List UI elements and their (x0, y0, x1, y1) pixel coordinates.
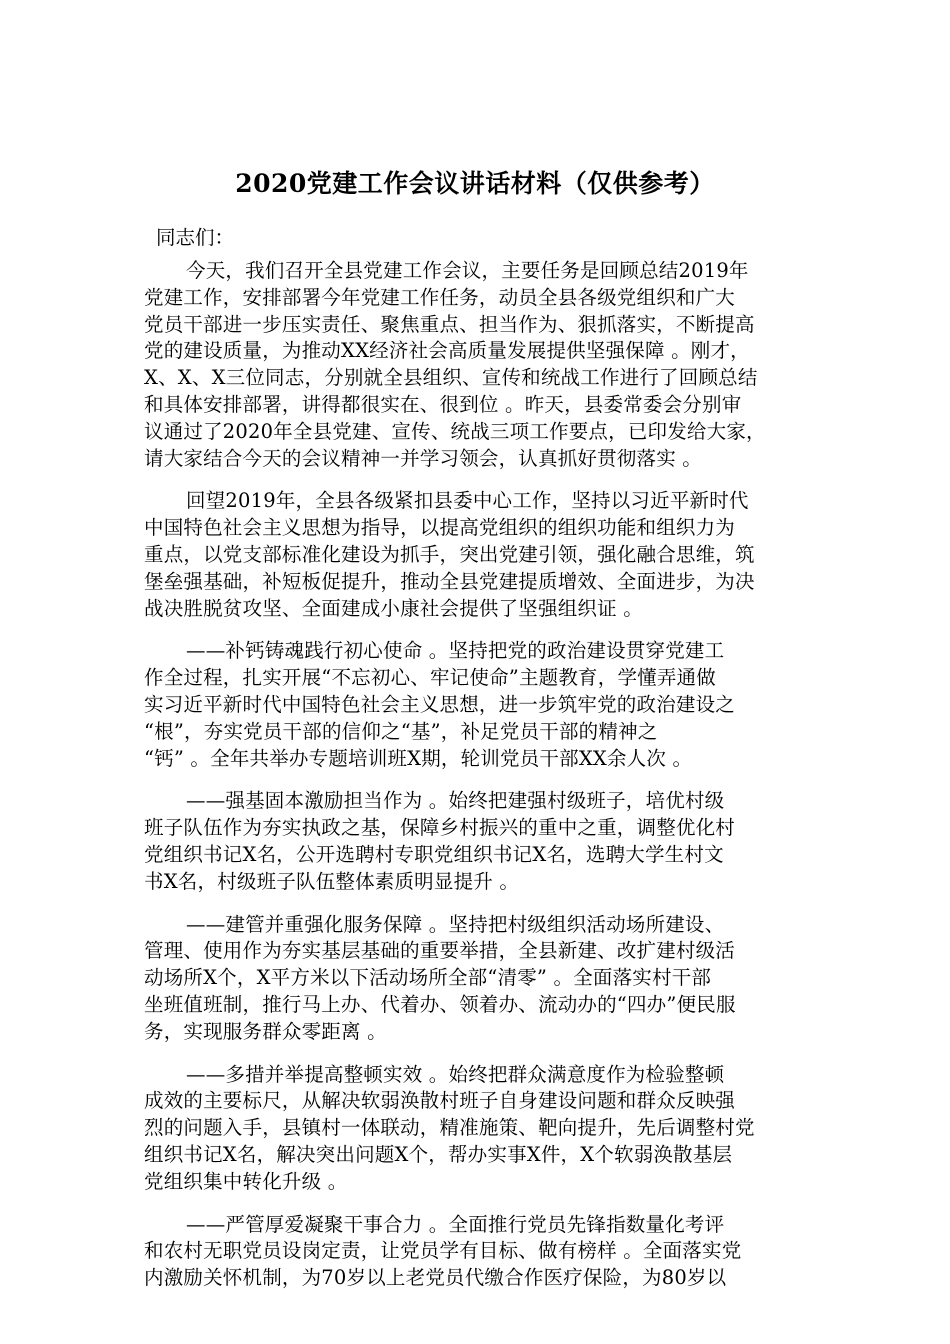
paragraph-line: ——补钙铸魂践行初心使命 。坚持把党的政治建设贯穿党建工 (186, 639, 725, 663)
paragraph (144, 1212, 824, 1292)
paragraph-line: 组织书记X名，解决突出问题X个，帮办实事X件，X个软弱涣散基层 (144, 1142, 733, 1166)
paragraph (144, 258, 824, 472)
paragraph-line: 和农村无职党员设岗定责，让党员学有目标、做有榜样 。全面落实党 (144, 1239, 742, 1263)
paragraph-line: 党组织书记X名，公开选聘村专职党组织书记X名，选聘大学生村文 (144, 842, 724, 866)
paragraph-line: ——强基固本激励担当作为 。始终把建强村级班子，培优村级 (186, 789, 725, 813)
paragraph-line: X、X、X三位同志，分别就全县组织、宣传和统战工作进行了回顾总结 (144, 366, 758, 390)
paragraph (144, 638, 824, 772)
paragraph-line: 和具体安排部署，讲得都很实在、很到位 。昨天，县委常委会分别审 (144, 392, 742, 416)
paragraph-line: 重点，以党支部标准化建设为抓手，突出党建引领，强化融合思维，筑 (144, 542, 755, 566)
paragraph (144, 912, 824, 1046)
paragraph-line: 党建工作，安排部署今年党建工作任务，动员全县各级党组织和广大 (144, 285, 736, 309)
paragraph-line: ——严管厚爱凝聚干事合力 。全面推行党员先锋指数量化考评 (186, 1212, 725, 1236)
paragraph-line: 内激励关怀机制，为70岁以上老党员代缴合作医疗保险，为80岁以 (144, 1266, 727, 1290)
paragraph-line: 请大家结合今天的会议精神一并学习领会，认真抓好贯彻落实 。 (144, 446, 702, 470)
paragraph-line: 实习近平新时代中国特色社会主义思想，进一步筑牢党的政治建设之 (144, 692, 736, 716)
paragraph-line: 党员干部进一步压实责任、聚焦重点、担当作为、狠抓落实，不断提高 (144, 312, 755, 336)
paragraph (144, 788, 824, 895)
document-title: 2020党建工作会议讲话材料（仅供参考） (235, 169, 715, 198)
paragraph (144, 488, 824, 622)
document-body (144, 258, 824, 1308)
paragraph-line: 回望2019年，全县各级紧扣县委中心工作，坚持以习近平新时代 (186, 489, 749, 513)
paragraph-line: 烈的问题入手，县镇村一体联动，精准施策、靶向提升，先后调整村党 (144, 1116, 755, 1140)
paragraph-line: “根”，夯实党员干部的信仰之“基”，补足党员干部的精神之 (144, 719, 658, 743)
paragraph-line: 务，实现服务群众零距离 。 (144, 1019, 387, 1043)
paragraph (144, 1062, 824, 1196)
paragraph-line: “钙” 。全年共举办专题培训班X期，轮训党员干部XX余人次 。 (144, 746, 693, 770)
paragraph-line: ——多措并举提高整顿实效 。始终把群众满意度作为检验整顿 (186, 1062, 725, 1086)
paragraph-line: 书X名，村级班子队伍整体素质明显提升 。 (144, 869, 520, 893)
greeting: 同志们： (156, 226, 235, 249)
paragraph-line: 堡垒强基础，补短板促提升，推动全县党建提质增效、全面进步，为决 (144, 569, 755, 593)
paragraph-line: 管理、使用作为夯实基层基础的重要举措，全县新建、改扩建村级活 (144, 939, 736, 963)
paragraph-line: 战决胜脱贫攻坚、全面建成小康社会提供了坚强组织证 。 (144, 596, 643, 620)
paragraph-line: 党的建设质量，为推动XX经济社会高质量发展提供坚强保障 。刚才， (144, 339, 750, 363)
paragraph-line: 议通过了2020年全县党建、宣传、统战三项工作要点，已印发给大家， (144, 419, 766, 443)
paragraph-line: 作全过程，扎实开展“不忘初心、牢记使命”主题教育，学懂弄通做 (144, 666, 716, 690)
paragraph-line: 坐班值班制，推行马上办、代着办、领着办、流动办的“四办”便民服 (144, 992, 736, 1016)
paragraph-line: 中国特色社会主义思想为指导，以提高党组织的组织功能和组织力为 (144, 516, 736, 540)
paragraph-line: 成效的主要标尺，从解决软弱涣散村班子自身建设问题和群众反映强 (144, 1089, 736, 1113)
paragraph-line: 今天，我们召开全县党建工作会议，主要任务是回顾总结2019年 (186, 259, 749, 282)
paragraph-line: 班子队伍作为夯实执政之基，保障乡村振兴的重中之重，调整优化村 (144, 816, 736, 840)
paragraph-line: 动场所X个，X平方米以下活动场所全部“清零” 。全面落实村干部 (144, 966, 712, 990)
paragraph-line: 党组织集中转化升级 。 (144, 1169, 348, 1193)
paragraph-line: ——建管并重强化服务保障 。坚持把村级组织活动场所建设、 (186, 912, 725, 936)
